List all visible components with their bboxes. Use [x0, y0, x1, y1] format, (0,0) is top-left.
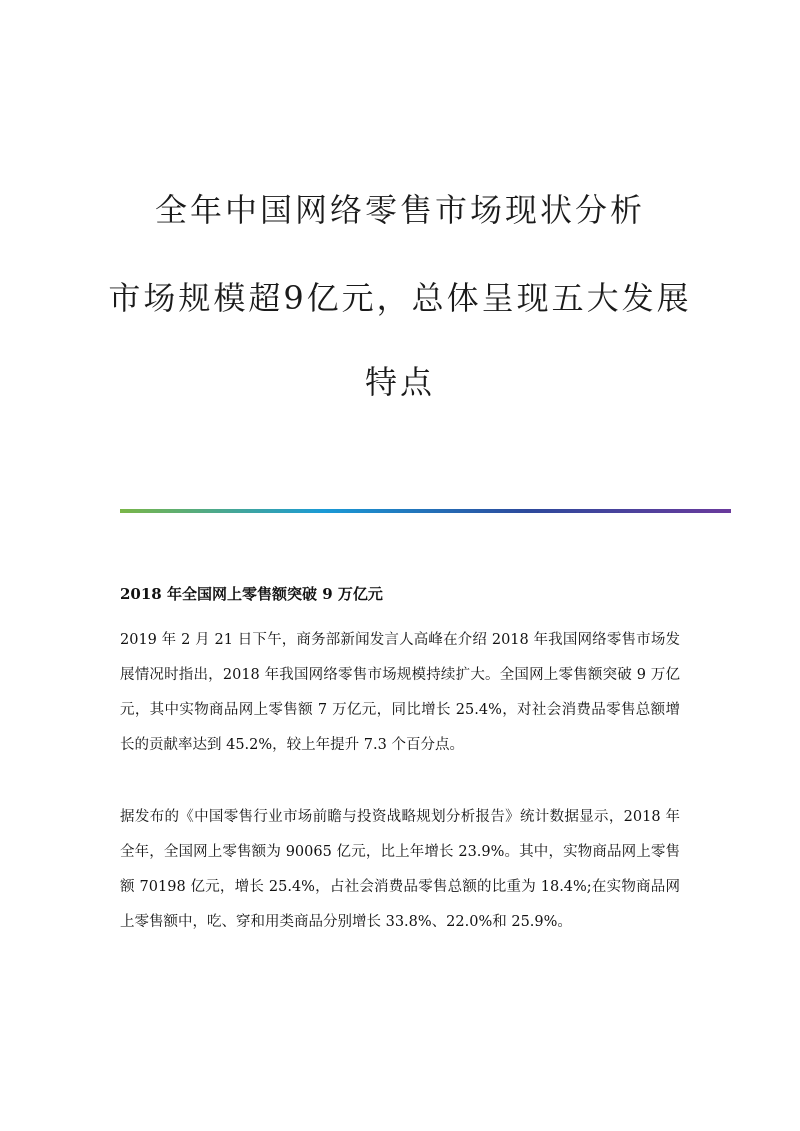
gradient-divider	[120, 509, 731, 513]
page-title-line-1: 全年中国网络零售市场现状分析	[154, 191, 645, 229]
page-title-line-2: 市场规模超9亿元，总体呈现五大发展	[108, 279, 692, 317]
paragraph-2: 据发布的《中国零售行业市场前瞻与投资战略规划分析报告》统计数据显示，2018 年全年，全国网上零售额为 90065 亿元，比上年增长 23.9%。其中，实物商品网上零售额 70198 亿元，增长 25.4%，占社会消费品零售总额的比重为 18.4%;在实物商品网上零售额中，吃、穿和用类商品分别增长 33.8%、22.0%和 25.9%。	[120, 809, 680, 930]
page-title-line-3: 特点	[364, 363, 435, 401]
paragraph-1: 2019 年 2 月 21 日下午，商务部新闻发言人高峰在介绍 2018 年我国网络零售市场发展情况时指出，2018 年我国网络零售市场规模持续扩大。全国网上零售额突破 9 万亿元，其中实物商品网上零售额 7 万亿元，同比增长 25.4%，对社会消费品零售总额增长的贡献率达到 45.2%，较上年提升 7.3 个百分点。	[120, 632, 680, 753]
section-heading: 2018 年全国网上零售额突破 9 万亿元	[120, 585, 383, 603]
